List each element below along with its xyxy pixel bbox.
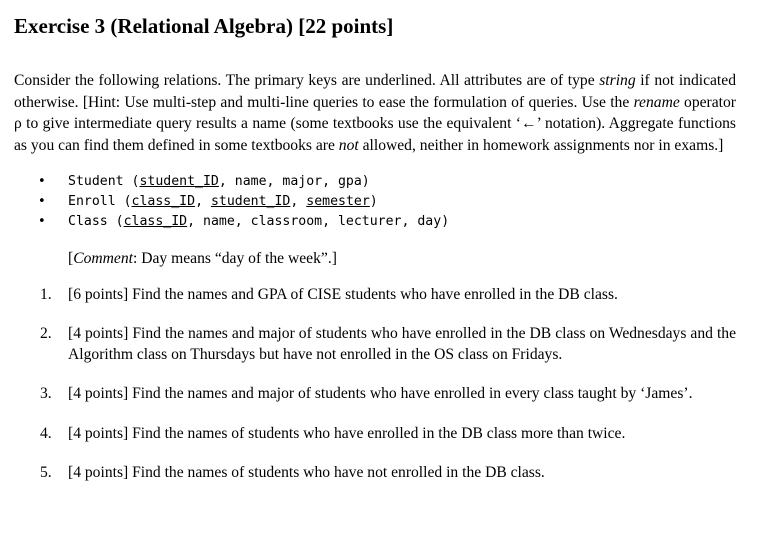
primary-key-attribute: class_ID [131, 193, 196, 209]
relation-name: Student [68, 173, 124, 189]
question-item [14, 463, 736, 484]
intro-italic-rename: rename [633, 93, 680, 111]
question-number: 5. [40, 464, 52, 482]
relation-close-paren: ) [369, 193, 378, 209]
intro-text-2: if not indicated otherwise. [Hint: Use multi-step and multi-line queries to ease the formulation of queries. Use the [14, 72, 736, 111]
intro-italic-string: string [599, 72, 636, 89]
question-item [14, 324, 736, 365]
relation-open-paren: ( [115, 193, 132, 209]
relation-open-paren: ( [107, 213, 124, 229]
comment-label: Comment [73, 249, 133, 267]
primary-key-attribute: student_ID [210, 193, 291, 209]
intro-text-4: allowed, neither in homework assignments nor in exams.] [358, 136, 724, 154]
exercise-page [14, 12, 736, 503]
question-item [14, 285, 736, 306]
question-text: [4 points] Find the names and major of students who have enrolled in the DB class on Wednesdays and the Algorithm class on Thursdays but have not enrolled in the OS class on Fridays. [68, 325, 736, 363]
question-number: 1. [40, 285, 52, 303]
intro-paragraph [14, 70, 736, 156]
intro-text-3: operator ρ to give intermediate query results a name (some textbooks use the equivalent ‘←’ notation). Aggregate functions as you can find them defined in some textbooks are [14, 93, 736, 154]
question-number: 3. [40, 385, 52, 403]
relation-student [38, 172, 736, 192]
primary-key-attribute: semester [306, 193, 370, 209]
intro-italic-not: not [338, 136, 359, 154]
intro-text-1: Consider the following relations. The primary keys are underlined. All attributes are of type [14, 72, 600, 89]
exercise-title: Exercise 3 (Relational Algebra) [22 points] [14, 14, 394, 38]
bullet-icon: • [38, 213, 46, 229]
question-text: [4 points] Find the names and major of students who have enrolled in every class taught by ‘James’. [68, 385, 693, 403]
comment-open-bracket: [ [68, 249, 74, 267]
relation-name: Enroll [68, 193, 116, 209]
question-item [14, 424, 736, 445]
question-item [14, 384, 736, 405]
question-text: [6 points] Find the names and GPA of CISE students who have enrolled in the DB class. [68, 285, 618, 303]
bullet-icon: • [38, 173, 46, 189]
primary-key-attribute: class_ID [123, 213, 188, 229]
comment-note [68, 248, 736, 269]
bullet-icon: • [38, 193, 46, 209]
relation-enroll [38, 192, 736, 212]
relation-attributes: , name, major, gpa) [218, 173, 370, 189]
question-number: 4. [40, 424, 52, 442]
question-text: [4 points] Find the names of students who have not enrolled in the DB class. [68, 464, 545, 482]
relation-separator: , [290, 193, 307, 209]
primary-key-attribute: student_ID [139, 173, 219, 189]
question-text: [4 points] Find the names of students who have enrolled in the DB class more than twice. [68, 424, 626, 442]
relation-class [38, 212, 736, 232]
relation-open-paren: ( [123, 173, 140, 189]
relations-list [38, 172, 736, 232]
relation-attributes: , name, classroom, lecturer, day) [187, 213, 450, 229]
relation-separator: , [195, 193, 211, 209]
questions-list [14, 285, 736, 484]
comment-text: : Day means “day of the week”.] [132, 249, 337, 267]
relation-name: Class [68, 213, 108, 229]
question-number: 2. [40, 325, 52, 343]
